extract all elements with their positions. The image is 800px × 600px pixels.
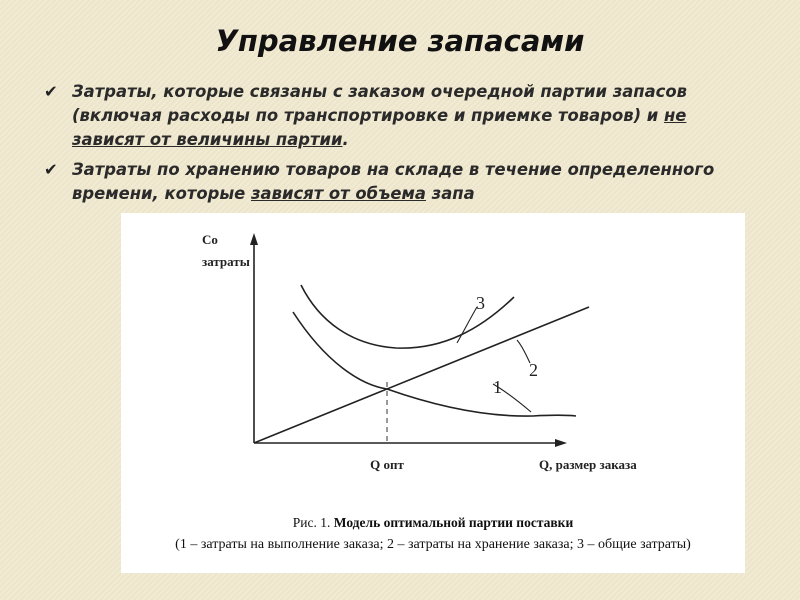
x-axis-arrow <box>555 439 567 447</box>
figure-caption-prefix: Рис. 1. <box>292 515 334 530</box>
series-2-label: 2 <box>529 360 538 380</box>
bullet-underlined-text: не зависят от величины партии <box>72 106 687 149</box>
bullet-item <box>44 158 764 206</box>
y-axis-label-line-2: затраты <box>202 254 250 269</box>
check-icon: ✔ <box>44 82 58 101</box>
check-icon: ✔ <box>44 160 58 179</box>
bullet-underlined-text: зависят от объема <box>251 184 426 203</box>
y-axis-label-line-1: Co <box>202 232 218 247</box>
cost-chart <box>121 213 745 513</box>
q-opt-label: Q опт <box>370 457 404 472</box>
bullet-text: Затраты по хранению товаров на складе в течение определенного времени, которые <box>72 160 715 203</box>
series-3-leader <box>457 307 477 343</box>
bullet-item <box>44 80 764 152</box>
bullet-list <box>44 80 764 212</box>
x-axis-label: Q, размер заказа <box>539 457 637 472</box>
bullet-text-end: . <box>342 130 349 149</box>
figure-caption <box>121 515 745 531</box>
figure-caption-title: Модель оптимальной партии поставки <box>333 515 574 530</box>
series-3-label: 3 <box>476 293 485 313</box>
bullet-text: Затраты, которые связаны с заказом очередной партии запасов (включая расходы по транспортировке и приемке товаров) и <box>72 82 688 125</box>
bullet-text-end: запа <box>425 184 475 203</box>
series-1-label: 1 <box>493 377 502 397</box>
y-axis-arrow <box>250 233 258 245</box>
figure-image <box>121 213 745 573</box>
figure-caption-note: (1 – затраты на выполнение заказа; 2 – затраты на хранение заказа; 3 – общие затраты) <box>175 537 691 552</box>
slide-title: Управление запасами <box>215 24 585 58</box>
